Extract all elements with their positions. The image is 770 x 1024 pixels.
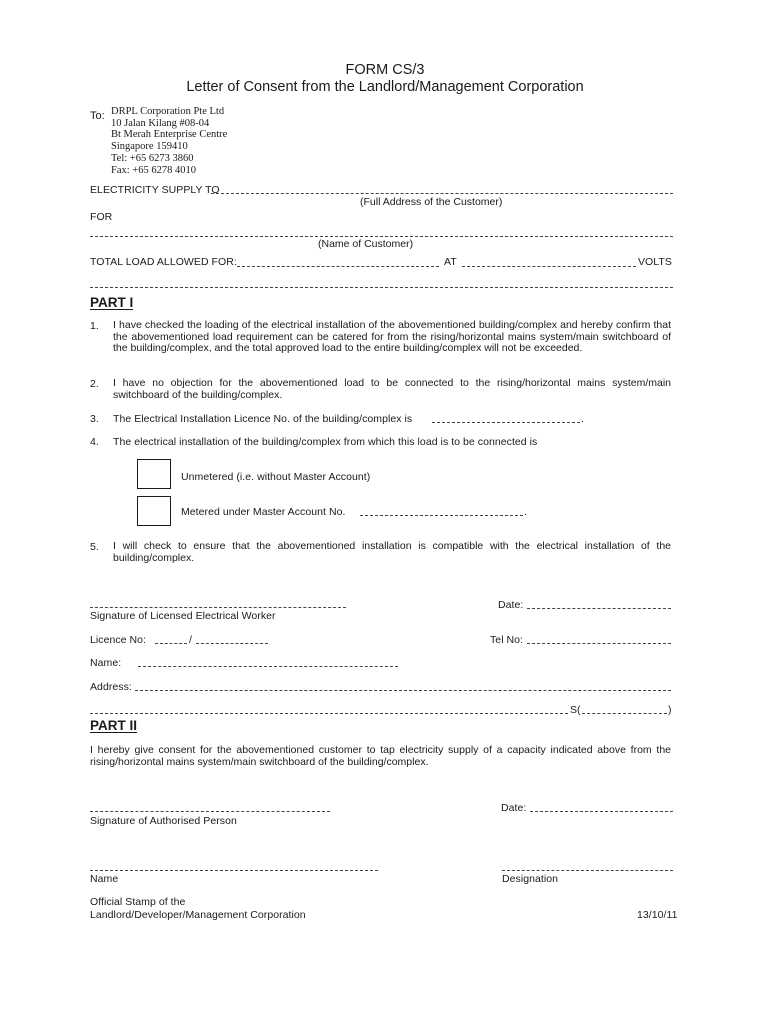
master-account-field[interactable] (360, 515, 523, 516)
designation-field[interactable] (502, 870, 673, 871)
stamp-caption-line2: Landlord/Developer/Management Corporation (90, 909, 306, 921)
item-text: I will check to ensure that the abovementioned installation is compatible with the electrical installation of the building/complex. (113, 540, 671, 564)
date-label: Date: (498, 599, 524, 611)
address-field-1[interactable] (135, 690, 671, 691)
volts-label: VOLTS (638, 256, 672, 268)
authorised-signature-field[interactable] (90, 811, 330, 812)
lew-name-field[interactable] (138, 666, 398, 667)
total-load-label: TOTAL LOAD ALLOWED FOR: (90, 256, 237, 268)
electricity-supply-label: ELECTRICITY SUPPLY TO (90, 184, 220, 196)
name-of-customer-caption: (Name of Customer) (318, 238, 414, 250)
authorised-date-field[interactable] (530, 811, 673, 812)
item-number: 2. (90, 378, 99, 390)
name-label: Name: (90, 657, 122, 669)
addressee-block (111, 106, 227, 176)
part1-heading: PART I (90, 295, 134, 310)
tel-no-label: Tel No: (490, 634, 524, 646)
form-number: FORM CS/3 (345, 62, 425, 78)
address-field-2[interactable] (90, 713, 568, 714)
licence-number-field[interactable] (432, 422, 580, 423)
unmetered-label: Unmetered (i.e. without Master Account) (181, 471, 371, 483)
licence-no-label: Licence No: (90, 634, 146, 646)
form-title: Letter of Consent from the Landlord/Management Corporation (186, 79, 584, 95)
item3-period: . (581, 413, 584, 425)
date-label: Date: (501, 802, 527, 814)
licence-no-field-1[interactable] (155, 643, 187, 644)
volts-field[interactable] (462, 266, 636, 267)
part2-heading: PART II (90, 718, 137, 733)
item-number: 3. (90, 413, 99, 425)
full-address-caption: (Full Address of the Customer) (360, 196, 503, 208)
designation-caption: Designation (502, 873, 559, 885)
for-label: FOR (90, 211, 113, 223)
postal-suffix: ) (668, 704, 672, 716)
customer-name-field[interactable] (90, 236, 673, 237)
authorised-signature-caption: Signature of Authorised Person (90, 815, 237, 827)
item-number: 1. (90, 320, 99, 332)
item-text: I have no objection for the abovementioned load to be connected to the rising/horizontal mains system/main switchboard of the building/complex. (113, 377, 671, 401)
lew-signature-caption: Signature of Licensed Electrical Worker (90, 610, 276, 622)
name-caption: Name (90, 873, 119, 885)
item-number: 4. (90, 436, 99, 448)
postal-prefix: S( (570, 704, 581, 716)
tel-no-field[interactable] (527, 643, 671, 644)
stamp-caption-line1: Official Stamp of the (90, 896, 186, 908)
unmetered-checkbox[interactable] (137, 459, 171, 489)
metered-label: Metered under Master Account No. (181, 506, 346, 518)
part2-text: I hereby give consent for the abovementioned customer to tap electricity supply of a capacity indicated above from the rising/horizontal mains system/main switchboard of the building/complex. (90, 744, 671, 768)
licence-separator: / (189, 634, 192, 646)
authorised-name-field[interactable] (90, 870, 378, 871)
addressee-line: Bt Merah Enterprise Centre (111, 129, 228, 141)
address-label: Address: (90, 681, 132, 693)
addressee-line: Fax: +65 6278 4010 (111, 164, 196, 176)
item-number: 5. (90, 541, 99, 553)
lew-signature-field[interactable] (90, 607, 346, 608)
electricity-supply-field[interactable] (211, 193, 673, 194)
metered-checkbox[interactable] (137, 496, 171, 526)
addressee-line: Tel: +65 6273 3860 (111, 152, 194, 164)
to-label: To: (90, 110, 105, 122)
at-label: AT (444, 256, 457, 268)
item-text: I have checked the loading of the electrical installation of the abovementioned building/complex and hereby confirm that the abovementioned load requirement can be catered for from the rising/horizontal mains system/main switchboard of the building/complex, and the total approved load to the entire building/complex will not be exceeded. (113, 319, 671, 355)
addressee-line: Singapore 159410 (111, 141, 188, 153)
item-text: The Electrical Installation Licence No. of the building/complex is (113, 413, 413, 425)
form-revision-date: 13/10/11 (637, 909, 678, 921)
total-load-field[interactable] (237, 266, 439, 267)
postal-code-field[interactable] (582, 713, 667, 714)
lew-date-field[interactable] (527, 608, 671, 609)
addressee-line: 10 Jalan Kilang #08-04 (111, 117, 210, 129)
divider-line (90, 287, 673, 288)
item-text: The electrical installation of the building/complex from which this load is to be connected is (113, 436, 538, 448)
licence-no-field-2[interactable] (196, 643, 268, 644)
metered-period: . (524, 506, 527, 518)
addressee-line: DRPL Corporation Pte Ltd (111, 106, 225, 117)
